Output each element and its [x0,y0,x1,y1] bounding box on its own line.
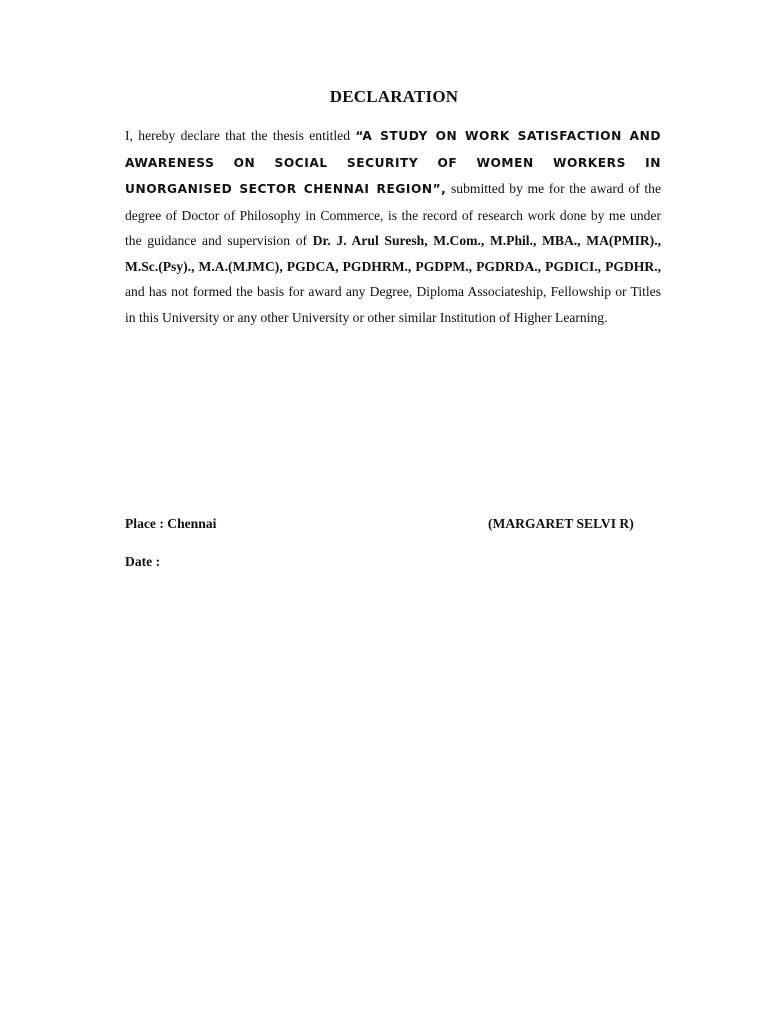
declaration-middle: submitted by me for the award of the degree of Doctor of Philosophy in Commerce, is the record of research work done by me under the guidance and supervision of [125,181,661,248]
guide-name: Dr. J. Arul Suresh, M.Com., M.Phil., MBA., MA(PMIR)., M.Sc.(Psy)., M.A.(MJMC), PGDCA, PGDHRM., PGDPM., PGDRDA., PGDICI., PGDHR., [125,233,661,274]
page-title: DECLARATION [329,87,459,106]
signatory-name: (MARGARET SELVI R) [488,516,634,531]
place-label: Place : Chennai [125,516,217,531]
declaration-closing: and has not formed the basis for award any Degree, Diploma Associateship, Fellowship or Titles in this University or any other University or other similar Institution of Higher Learning. [125,284,661,325]
date-label: Date : [125,554,161,569]
declaration-intro: I, hereby declare that the thesis entitled [125,128,356,143]
declaration-paragraph [125,123,661,330]
thesis-title: “A STUDY ON WORK SATISFACTION AND AWARENESS ON SOCIAL SECURITY OF WOMEN WORKERS IN UNORGANISED SECTOR CHENNAI REGION”, [125,129,661,196]
